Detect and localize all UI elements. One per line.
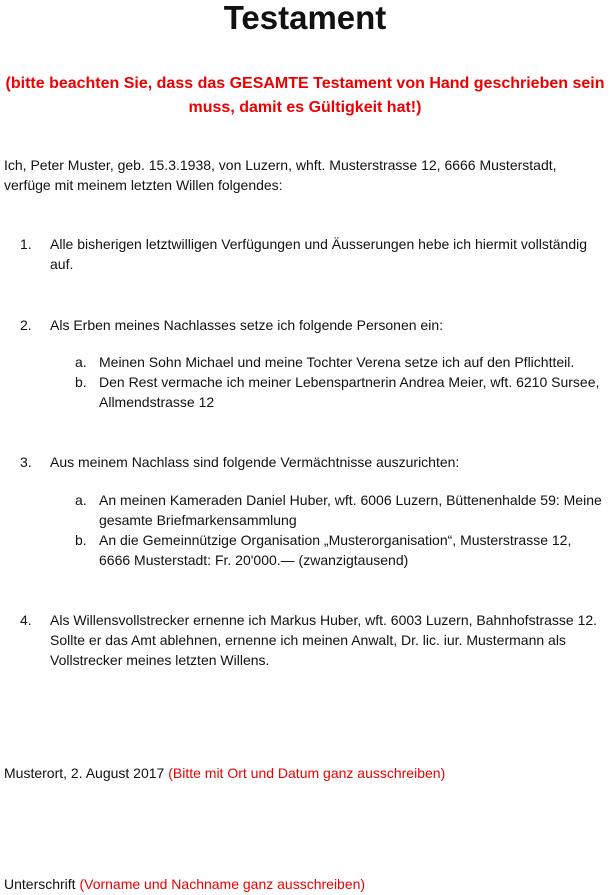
testator-intro: Ich, Peter Muster, geb. 15.3.1938, von Luzern, whft. Musterstrasse 12, 6666 Musterstadt, verfüge mit meinem letzten Willen folgendes: — [4, 157, 557, 193]
sub-item-2a — [75, 352, 605, 372]
list-item-number: 3. — [20, 454, 32, 470]
place-date-line — [4, 763, 604, 783]
place-date: Musterort, 2. August 2017 — [4, 765, 165, 781]
sub-item-text: An meinen Kameraden Daniel Huber, wft. 6006 Luzern, Büttenenhalde 59: Meine gesamte Briefmarkensammlung — [99, 492, 602, 528]
list-item-2 — [20, 315, 604, 335]
list-item-number: 2. — [20, 317, 32, 333]
list-item-3 — [20, 452, 604, 472]
signature-label: Unterschrift — [4, 876, 76, 892]
sub-item-3a — [75, 490, 605, 530]
sub-item-letter: a. — [75, 492, 87, 508]
sub-item-2b — [75, 372, 605, 412]
list-item-text: Aus meinem Nachlass sind folgende Vermächtnisse auszurichten: — [50, 454, 460, 470]
signature-line — [4, 874, 604, 894]
list-item-text: Als Erben meines Nachlasses setze ich folgende Personen ein: — [50, 317, 443, 333]
place-date-hint: (Bitte mit Ort und Datum ganz ausschreiben) — [168, 765, 446, 781]
sub-item-text: An die Gemeinnützige Organisation „Musterorganisation“, Musterstrasse 12, 6666 Musterstadt: Fr. 20'000.— (zwanzigtausend) — [99, 532, 572, 568]
sub-item-text: Meinen Sohn Michael und meine Tochter Verena setze ich auf den Pflichtteil. — [99, 354, 575, 370]
sub-item-letter: b. — [75, 374, 87, 390]
list-item-number: 1. — [20, 236, 32, 252]
sub-item-3b — [75, 530, 605, 570]
list-item-4 — [20, 610, 604, 670]
sub-item-text: Den Rest vermache ich meiner Lebenspartnerin Andrea Meier, wft. 6210 Sursee, Allmendstrasse 12 — [99, 374, 600, 410]
list-item-text: Alle bisherigen letztwilligen Verfügungen und Äusserungen hebe ich hiermit vollständig auf. — [50, 236, 588, 272]
sub-item-letter: b. — [75, 532, 87, 548]
list-item-text: Als Willensvollstrecker ernenne ich Markus Huber, wft. 6003 Luzern, Bahnhofstrasse 12. Sollte er das Amt ablehnen, ernenne ich meinen Anwalt, Dr. lic. iur. Mustermann als Vollstrecker meines letzten Willens. — [50, 612, 598, 668]
list-item-number: 4. — [20, 612, 32, 628]
handwriting-warning: (bitte beachten Sie, dass das GESAMTE Testament von Hand geschrieben sein muss, damit es Gültigkeit hat!) — [5, 75, 605, 116]
document-title: Testament — [223, 0, 387, 36]
signature-hint: (Vorname und Nachname ganz ausschreiben) — [79, 876, 366, 892]
sub-item-letter: a. — [75, 354, 87, 370]
list-item-1 — [20, 234, 604, 274]
